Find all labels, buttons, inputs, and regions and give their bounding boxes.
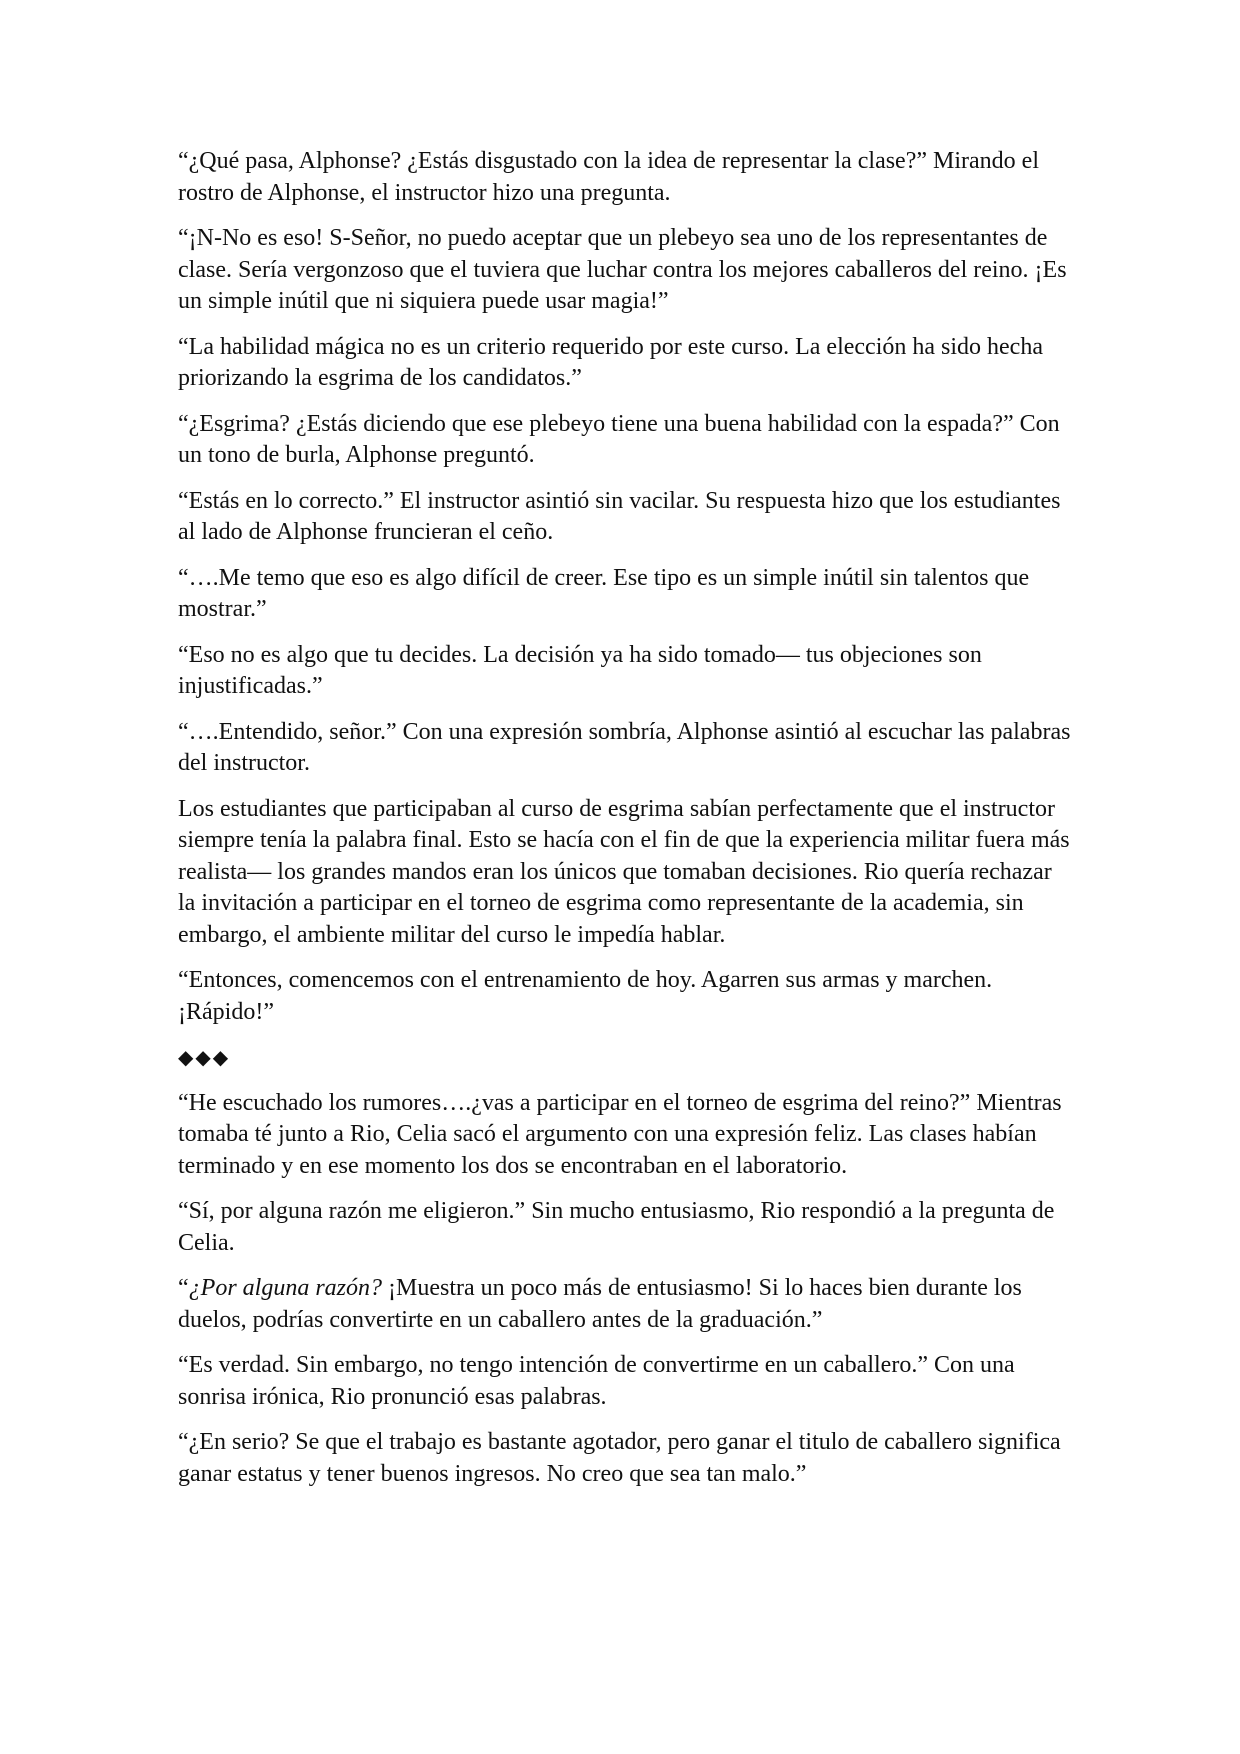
italic-phrase: ¿Por alguna razón?: [188, 1275, 383, 1301]
paragraph-2: “¡N-No es eso! S-Señor, no puedo aceptar que un plebeyo sea uno de los representantes de clase. Sería vergonzoso que el tuviera que luchar contra los mejores caballeros del reino. ¡Es un simple inútil que ni siquiera puede usar magia!”: [178, 225, 1067, 314]
paragraph-10: “Entonces, comencemos con el entrenamiento de hoy. Agarren sus armas y marchen. ¡Rápido!”: [178, 967, 993, 1025]
paragraph-1: “¿Qué pasa, Alphonse? ¿Estás disgustado con la idea de representar la clase?” Mirando el rostro de Alphonse, el instructor hizo una pregunta.: [178, 148, 1039, 206]
open-quote: “: [178, 1275, 189, 1301]
paragraph-13-rest: ¡Muestra un poco más de entusiasmo! Si lo haces bien durante los duelos, podrías convertirte en un caballero antes de la graduación.”: [178, 1275, 1022, 1333]
paragraph-14: “Es verdad. Sin embargo, no tengo intención de convertirme en un caballero.” Con una sonrisa irónica, Rio pronunció esas palabras.: [178, 1352, 1015, 1410]
paragraph-6: “….Me temo que eso es algo difícil de creer. Ese tipo es un simple inútil sin talentos que mostrar.”: [178, 564, 1030, 622]
scene-separator: ◆◆◆: [178, 1045, 231, 1069]
document-page: [178, 146, 1073, 1504]
paragraph-11: “He escuchado los rumores….¿vas a participar en el torneo de esgrima del reino?” Mientras tomaba té junto a Rio, Celia sacó el argumento con una expresión feliz. Las clases habían terminado y en ese momento los dos se encontraban en el laboratorio.: [178, 1089, 1062, 1179]
paragraph-3: “La habilidad mágica no es un criterio requerido por este curso. La elección ha sido hecha priorizando la esgrima de los candidatos.”: [178, 333, 1043, 391]
paragraph-5: “Estás en lo correcto.” El instructor asintió sin vacilar. Su respuesta hizo que los estudiantes al lado de Alphonse fruncieran el ceño.: [178, 487, 1061, 545]
paragraph-15: “¿En serio? Se que el trabajo es bastante agotador, pero ganar el titulo de caballero significa ganar estatus y tener buenos ingresos. No creo que sea tan malo.”: [178, 1429, 1061, 1487]
paragraph-13: [178, 1273, 1073, 1336]
paragraph-8: “….Entendido, señor.” Con una expresión sombría, Alphonse asintió al escuchar las palabras del instructor.: [178, 718, 1071, 776]
paragraph-12: “Sí, por alguna razón me eligieron.” Sin mucho entusiasmo, Rio respondió a la pregunta de Celia.: [178, 1198, 1055, 1256]
paragraph-4: “¿Esgrima? ¿Estás diciendo que ese plebeyo tiene una buena habilidad con la espada?” Con un tono de burla, Alphonse preguntó.: [178, 410, 1060, 468]
paragraph-7: “Eso no es algo que tu decides. La decisión ya ha sido tomado— tus objeciones son injustificadas.”: [178, 641, 982, 699]
paragraph-9: Los estudiantes que participaban al curso de esgrima sabían perfectamente que el instructor siempre tenía la palabra final. Esto se hacía con el fin de que la experiencia militar fuera más realista— los grandes mandos eran los únicos que tomaban decisiones. Rio quería rechazar la invitación a participar en el torneo de esgrima como representante de la academia, sin embargo, el ambiente militar del curso le impedía hablar.: [178, 795, 1070, 948]
